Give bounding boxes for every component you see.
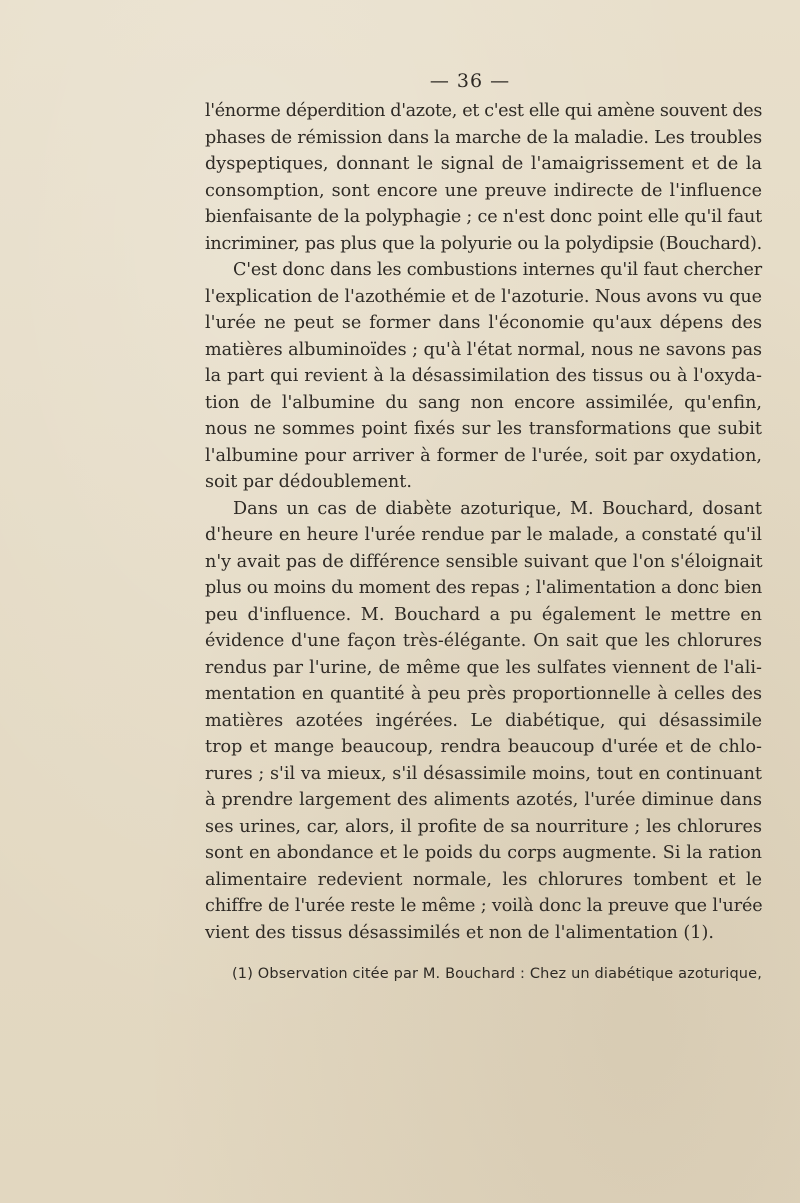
text-line: plus ou moins du moment des repas ; l'alimentation a donc bien xyxy=(205,578,763,598)
text-line: l'explication de l'azothémie et de l'azoturie. Nous avons vu que xyxy=(205,286,762,307)
text-line: mentation en quantité à peu près proportionnelle à celles des xyxy=(205,684,762,704)
text-line: tion de l'albumine du sang non encore assimilée, qu'enfin, xyxy=(205,392,762,413)
text-line: trop et mange beaucoup, rendra beaucoup d'urée et de chlo- xyxy=(205,737,762,757)
text-line: matières albuminoïdes ; qu'à l'état normal, nous ne savons pas xyxy=(205,339,763,360)
text-line: rures ; s'il va mieux, s'il désassimile moins, tout en continuant xyxy=(205,763,762,784)
text-line: l'albumine pour arriver à former de l'urée, soit par oxydation, xyxy=(205,445,762,466)
text-line: Dans un cas de diabète azoturique, M. Bouchard, dosant xyxy=(233,498,762,519)
paragraph-2 xyxy=(205,257,762,496)
text-line: rendus par l'urine, de même que les sulfates viennent de l'ali- xyxy=(205,657,762,678)
paragraph-3 xyxy=(205,496,762,947)
paragraph-1 xyxy=(205,98,762,257)
text-line: dyspeptiques, donnant le signal de l'amaigrissement et de la xyxy=(205,154,762,174)
text-line: ses urines, car, alors, il profite de sa nourriture ; les chlorures xyxy=(205,816,762,837)
text-line: soit par dédoublement. xyxy=(205,472,412,492)
text-line: phases de rémission dans la marche de la maladie. Les troubles xyxy=(205,127,762,148)
text-line: C'est donc dans les combustions internes qu'il faut chercher xyxy=(233,260,762,280)
text-line: la part qui revient à la désassimilation des tissus ou à l'oxyda- xyxy=(205,366,762,386)
text-line: alimentaire redevient normale, les chlorures tombent et le xyxy=(205,869,762,890)
text-line: d'heure en heure l'urée rendue par le malade, a constaté qu'il xyxy=(205,525,762,545)
text-line: consomption, sont encore une preuve indirecte de l'influence xyxy=(205,180,762,201)
text-line: l'urée ne peut se former dans l'économie qu'aux dépens des xyxy=(205,313,762,333)
text-line: à prendre largement des aliments azotés, l'urée diminue dans xyxy=(205,790,762,810)
text-line: évidence d'une façon très-élégante. On sait que les chlorures xyxy=(205,631,762,651)
text-line: chiffre de l'urée reste le même ; voilà donc la preuve que l'urée xyxy=(205,896,763,916)
text-line: vient des tissus désassimilés et non de l'alimentation (1). xyxy=(205,922,714,943)
text-line: n'y avait pas de différence sensible suivant que l'on s'éloignait xyxy=(205,551,763,572)
footnote: (1) Observation citée par M. Bouchard : Chez un diabétique azoturique, xyxy=(232,966,762,982)
text-line: nous ne sommes point fixés sur les transformations que subit xyxy=(205,419,762,439)
text-line: sont en abondance et le poids du corps augmente. Si la ration xyxy=(205,843,762,863)
body-text xyxy=(205,98,762,946)
text-line: matières azotées ingérées. Le diabétique, qui désassimile xyxy=(205,710,762,731)
text-line: l'énorme déperdition d'azote, et c'est elle qui amène souvent des xyxy=(205,101,763,121)
text-line: bienfaisante de la polyphagie ; ce n'est donc point elle qu'il faut xyxy=(205,207,762,227)
text-line: incriminer, pas plus que la polyurie ou la polydipsie (Bouchard). xyxy=(205,233,762,254)
text-line: peu d'influence. M. Bouchard a pu également le mettre en xyxy=(205,604,762,625)
page-number: — 36 — xyxy=(429,70,511,92)
